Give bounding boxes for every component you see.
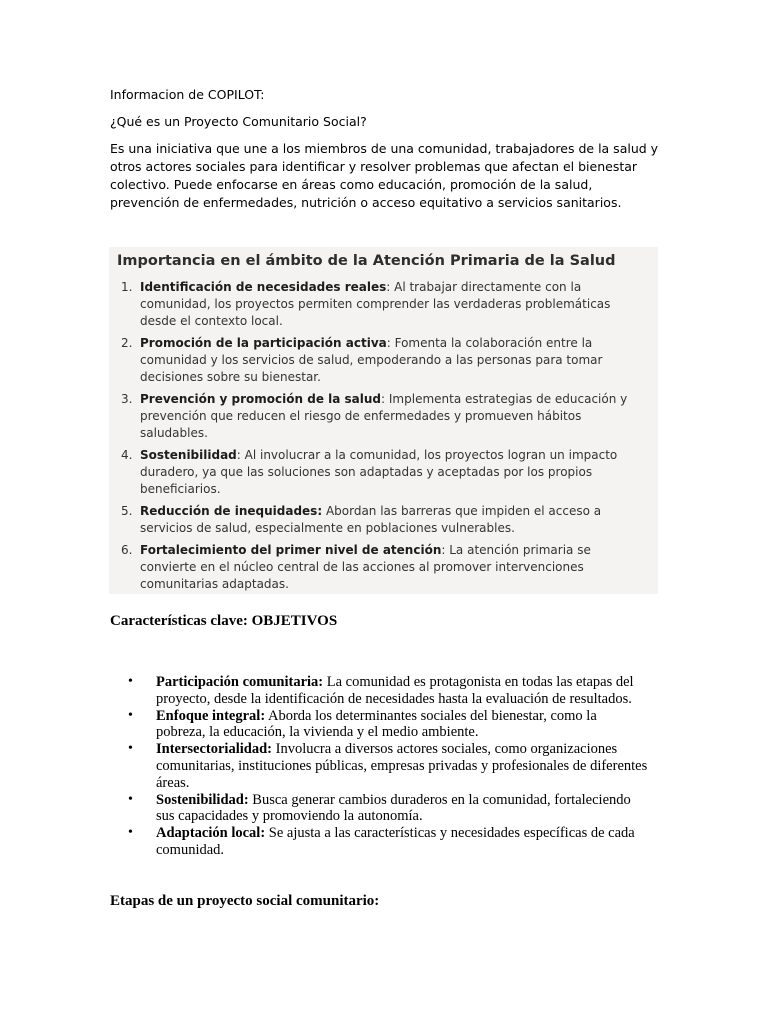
objective-item [128,792,648,826]
importance-item [109,503,658,537]
objective-text: Busca generar cambios duraderos en la comunidad, fortaleciendo sus capacidades y promoviendo la autonomía. [156,791,631,825]
objective-term: Sostenibilidad: [156,791,249,808]
stages-title: Etapas de un proyecto social comunitario: [110,893,380,909]
intro-heading: Informacion de COPILOT: [110,87,265,102]
objective-term: Adaptación local: [156,825,266,842]
item-term: Prevención y promoción de la salud [140,392,382,406]
objective-item [128,708,648,742]
importance-item [109,447,658,499]
item-term: Sostenibilidad [140,448,237,462]
objective-item [128,741,648,791]
objectives-list [128,674,648,859]
panel-title: Importancia en el ámbito de la Atención Primaria de la Salud [117,253,616,269]
bullet-icon: • [128,707,133,723]
importance-item [109,335,658,387]
importance-item [109,542,658,594]
bullet-icon: • [128,741,133,757]
item-text: : Implementa estrategias de educación y prevención que reducen el riesgo de enfermedades y promueven hábitos saludables. [140,392,628,441]
bullet-icon: • [128,825,133,841]
bullet-icon: • [128,674,133,689]
item-term: Reducción de inequidades: [140,504,323,518]
item-text: : Fomenta la colaboración entre la comunidad y los servicios de salud, empoderando a las personas para tomar decisiones sobre su bienestar. [140,336,603,385]
item-number: 4. [121,448,133,462]
intro-paragraph: Es una iniciativa que une a los miembros de una comunidad, trabajadores de la salud y otros actores sociales para identificar y resolver problemas que afectan el bienestar colectivo. Puede enfocarse en áreas como educación, promoción de la salud, prevención de enfermedades, nutrición o acceso equitativo a servicios sanitarios. [110,141,659,210]
item-number: 2. [121,336,133,350]
objective-item [128,825,648,859]
objective-term: Intersectorialidad: [156,741,272,758]
objective-text: Se ajusta a las características y necesidades específicas de cada comunidad. [156,825,635,858]
importance-list [109,279,658,598]
item-text: Abordan las barreras que impiden el acceso a servicios de salud, especialmente en poblaciones vulnerables. [140,504,602,536]
item-text: : Al trabajar directamente con la comunidad, los proyectos permiten comprender las verdaderas problemáticas desde el contexto local. [140,280,611,329]
importance-item [109,391,658,443]
item-term: Promoción de la participación activa [140,336,387,350]
importance-image-panel [109,247,658,594]
objective-text: Involucra a diversos actores sociales, como organizaciones comunitarias, instituciones públicas, empresas privadas y profesionales de diferentes áreas. [156,741,648,791]
item-number: 5. [121,504,133,518]
item-text: : La atención primaria se convierte en el núcleo central de las acciones al promover intervenciones comunitarias adaptadas. [140,542,591,592]
item-term: Identificación de necesidades reales [140,280,387,294]
objective-term: Enfoque integral: [156,707,266,724]
item-text: : Al involucrar a la comunidad, los proyectos logran un impacto duradero, ya que las soluciones son adaptadas y aceptadas por los propios beneficiarios. [140,448,618,497]
item-number: 1. [121,280,133,294]
objective-term: Participación comunitaria: [156,674,324,690]
objective-item [128,674,648,708]
objective-text: Aborda los determinantes sociales del bienestar, como la pobreza, la educación, la vivienda y el medio ambiente. [156,707,597,741]
item-term: Fortalecimiento del primer nivel de atención [140,542,442,557]
bullet-icon: • [128,791,133,807]
importance-item [109,279,658,331]
objective-text: La comunidad es protagonista en todas las etapas del proyecto, desde la identificación de necesidades hasta la evaluación de resultados. [156,674,634,707]
intro-question: ¿Qué es un Proyecto Comunitario Social? [110,114,367,129]
item-number: 6. [121,542,133,557]
objectives-title: Características clave: OBJETIVOS [110,613,338,629]
item-number: 3. [121,392,133,406]
